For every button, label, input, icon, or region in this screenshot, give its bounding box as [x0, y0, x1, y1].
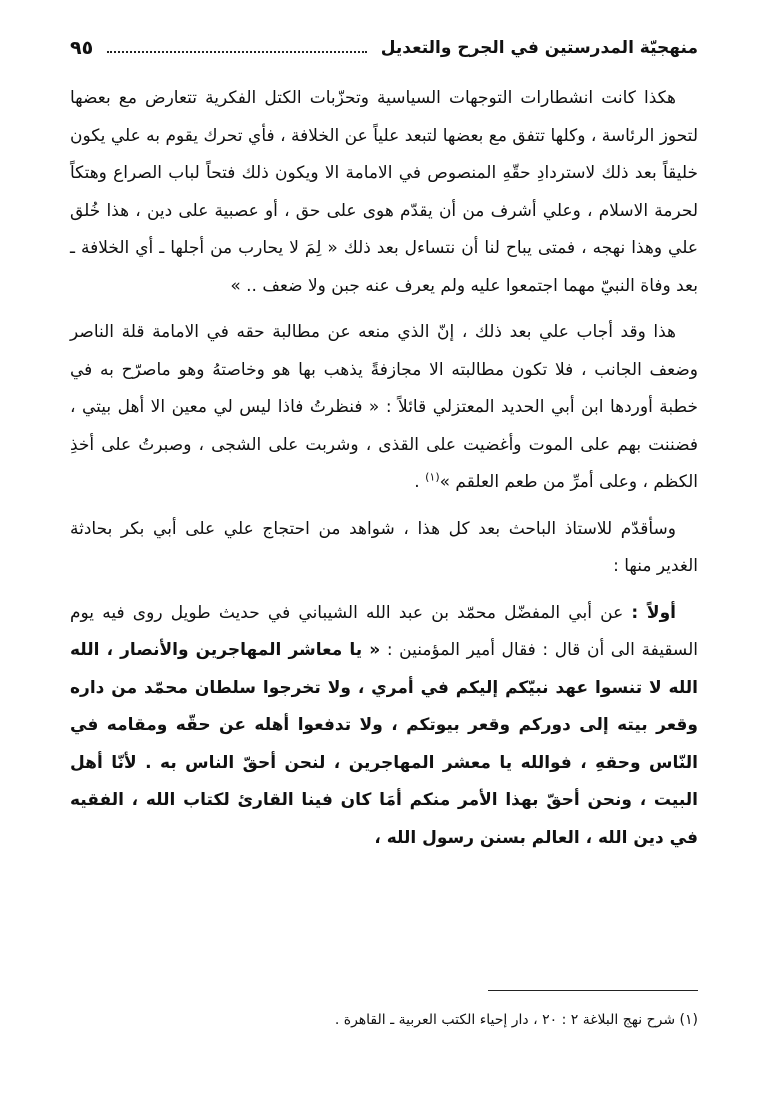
footnote-divider [488, 990, 698, 991]
dotted-leader [107, 51, 367, 53]
paragraph-4-text: عن أبي المفضّل محمّد بن عبد الله الشيباني في حديث طويل روى فيه يوم السقيفة الى أن قال : فقال أمير المؤمنين : [70, 602, 698, 660]
footnote-reference: (١) [425, 470, 440, 484]
paragraph-3: وسأقدّم للاستاذ الباحث بعد كل هذا ، شواهد من احتجاج علي على أبي بكر بحادثة الغدير منها : [70, 518, 698, 576]
page-number: ٩٥ [70, 37, 94, 59]
paragraph-2-end: . [414, 472, 426, 492]
running-title: منهجيّة المدرستين في الجرح والتعديل [380, 38, 698, 58]
book-page [70, 34, 698, 1064]
paragraph-1: هكذا كانت انشطارات التوجهات السياسية وتحزّبات الكتل الفكرية تتعارض مع بعضها لتحوز الرئاسة ، وكلها تتفق مع بعضها لتبعد علياً عن الخلافة ، فأي تحرك يقوم به علي يكون خليقاً بعد ذلك لاستردادِ حقّهِ المنصوص في الامامة الا ويكون ذلك فتحاً لباب الصراع وهتكاً لحرمة الاسلام ، وعلي أشرف من أن يقدّم هوى على حق ، أو عصبية على دين ، هذا خُلق علي وهذا نهجه ، فمتى يباح لنا أن نتساءل بعد ذلك « لِمَ لا يحارب من أجلها ـ أي الخلافة ـ بعد وفاة النبيّ مهما اجتمعوا عليه ولم يعرف عنه جبن ولا ضعف .. » [70, 88, 698, 296]
paragraph-2 [70, 314, 698, 502]
page-header [70, 34, 698, 62]
paragraph-4 [70, 595, 698, 858]
footnote-marker: (١) [679, 1012, 698, 1028]
paragraph-4-quote: « يا معاشر المهاجرين والأنصار ، الله الله لا تنسوا عهد نبيّكم إليكم في أمري ، ولا تخرجوا سلطان محمّد من داره وقعر بيته إلى دوركم وقعر بيوتكم ، ولا تدفعوا أهله عن حقّه ومقامه في النّاس وحقهِ ، فوالله يا معشر المهاجرين ، لنحن أحقّ الناس به . لأنّا أهل البيت ، ونحن أحقّ بهذا الأمر منكم أمَا كان فينا القارئ لكتاب الله ، الفقيه في دين الله ، العالم بسنن رسول الله ، [70, 640, 698, 848]
body-text [70, 80, 698, 857]
footnote [70, 1008, 698, 1032]
footnote-text: شرح نهج البلاغة ٢ : ٢٠ ، دار إحياء الكتب العربية ـ القاهرة . [334, 1012, 676, 1028]
paragraph-4-lead: أولاً : [631, 602, 676, 623]
paragraph-2-text: هذا وقد أجاب علي بعد ذلك ، إنّ الذي منعه عن مطالبة حقه في الامامة قلة الناصر وضعف الجانب ، فلا تكون مطالبته الا مجازفةً يذهب بها هو وخاصتهُ وهو ماصرّح به في خطبة أوردها ابن أبي الحديد المعتزلي قائلاً : « فنظرتُ فاذا ليس لي معين الا أهل بيتي ، فضننت بهم على الموت وأغضيت على القذى ، وشربت على الشجى ، وصبرتُ على أخذِ الكظم ، وعلى أمرِّ من طعم العلقم » [70, 322, 698, 492]
